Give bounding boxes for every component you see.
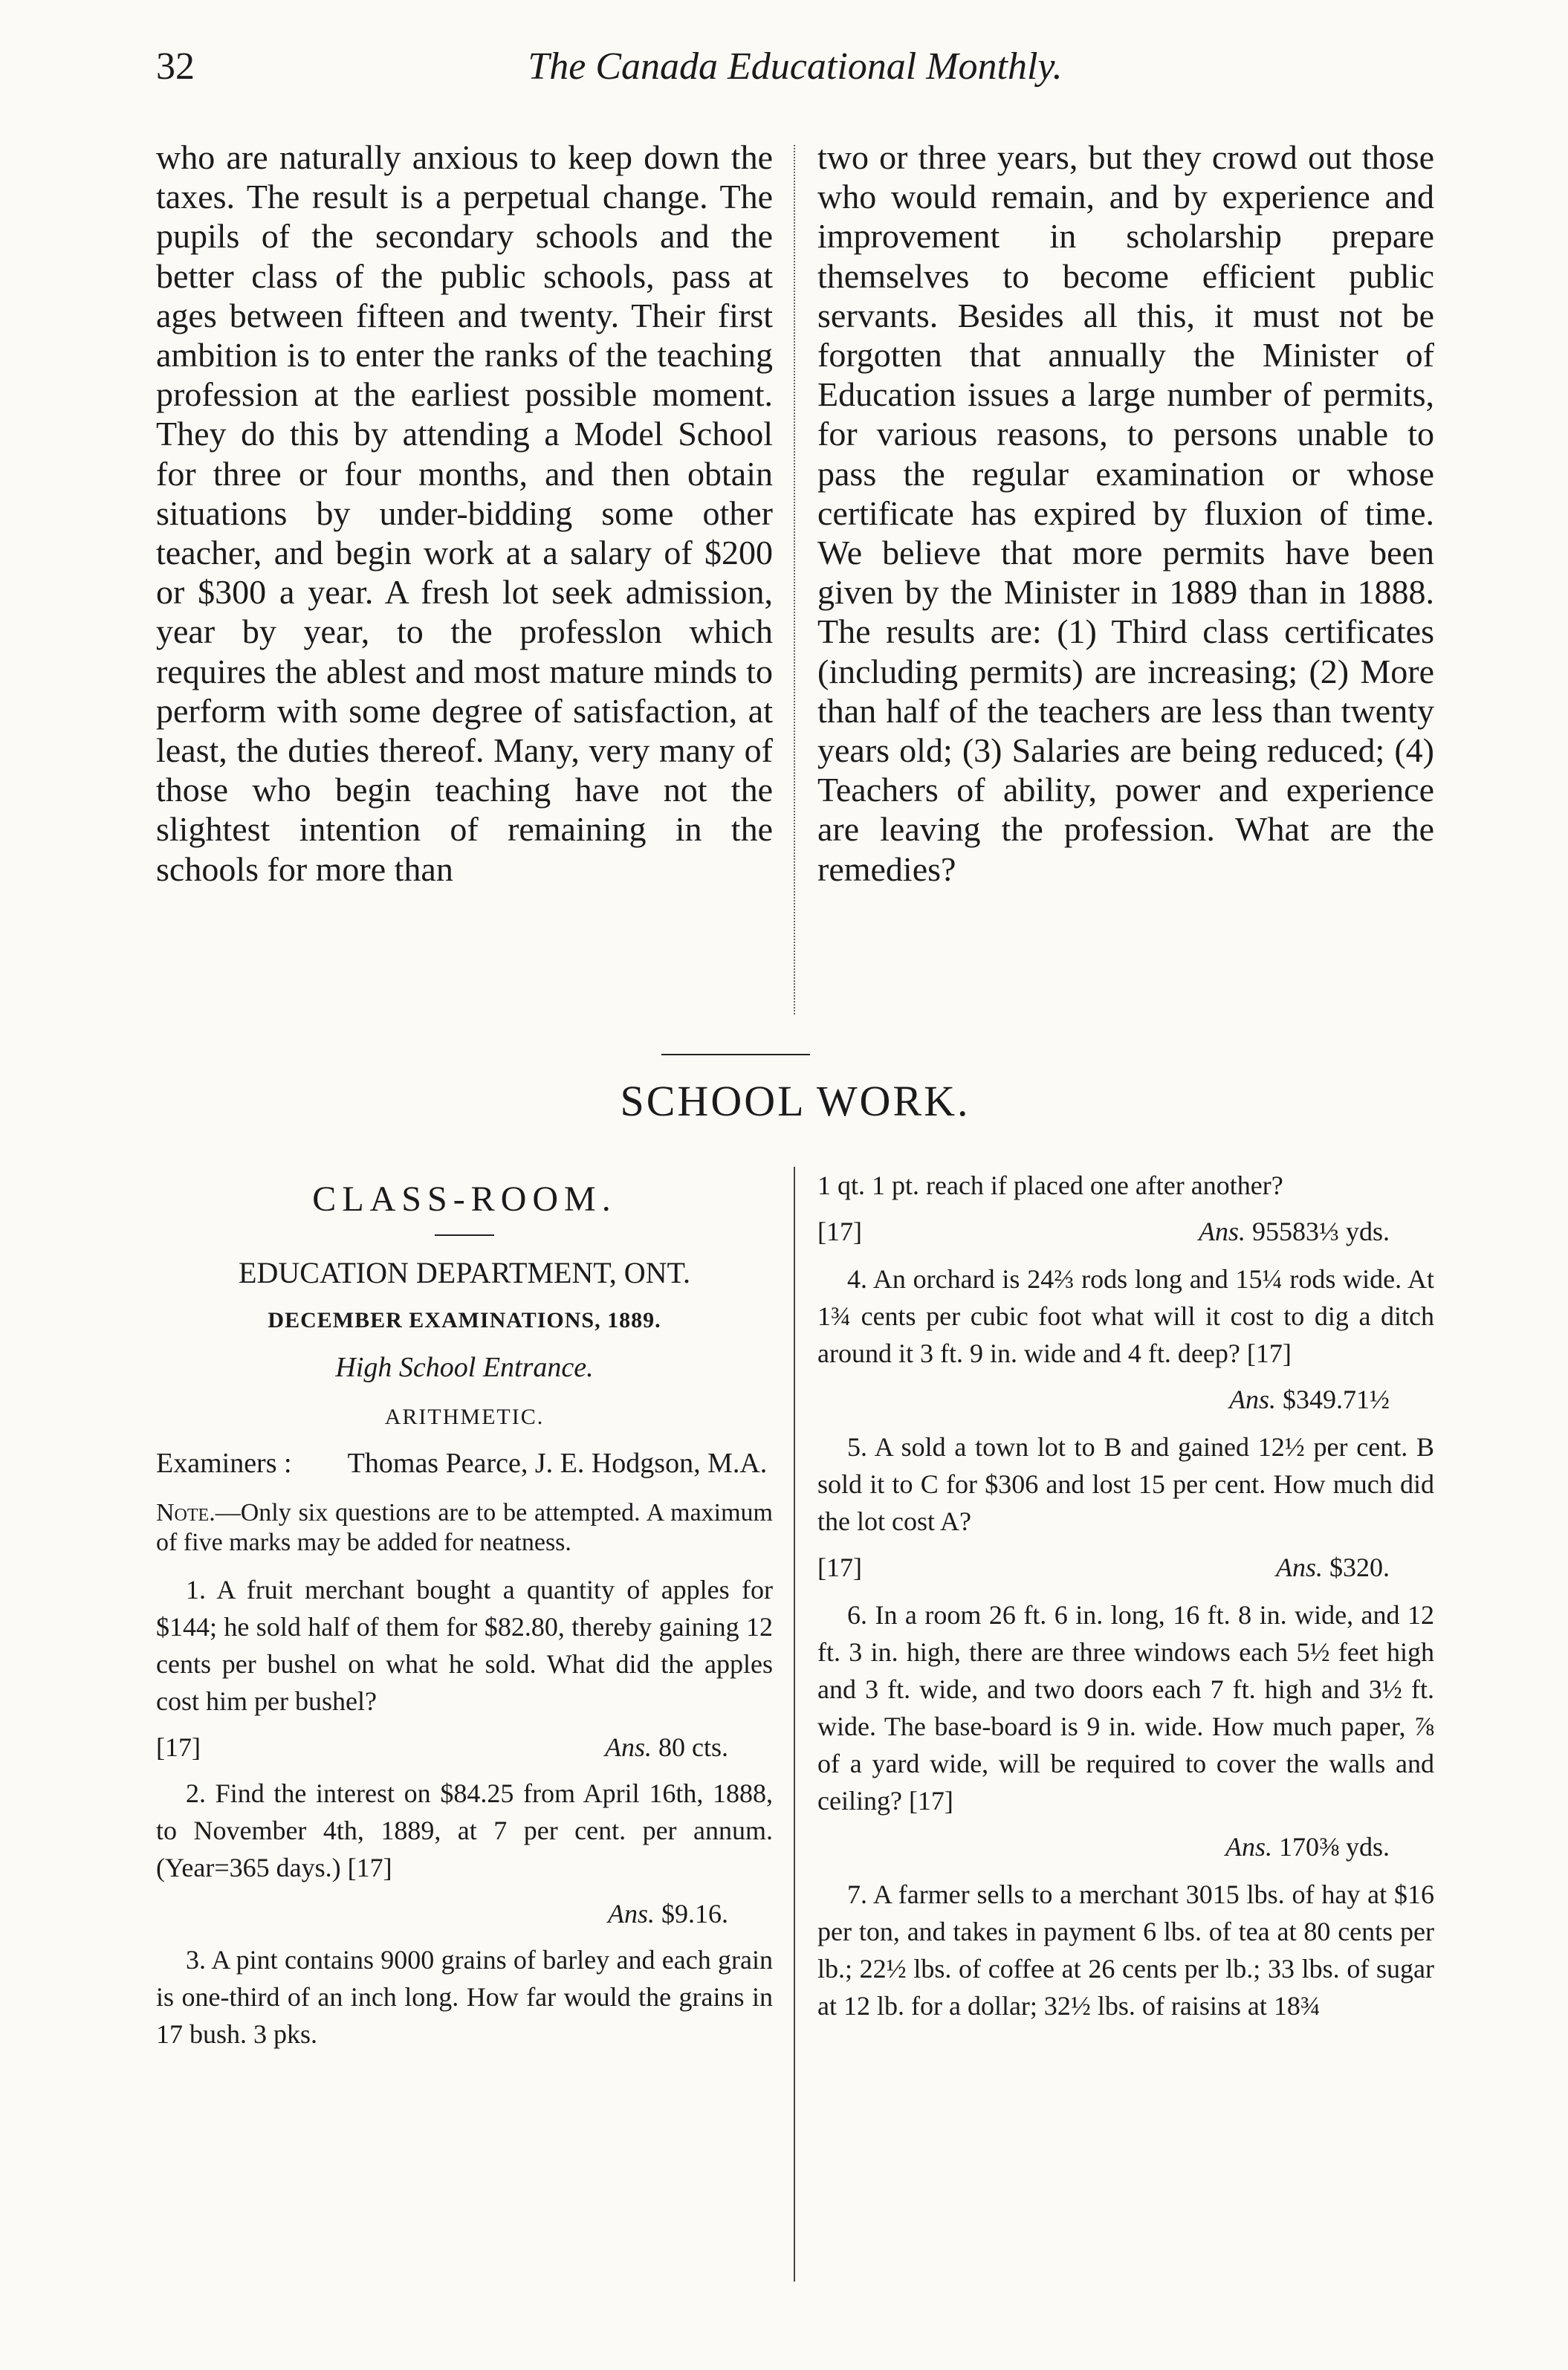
question-footer xyxy=(817,1549,1434,1586)
question-3 xyxy=(156,1941,773,2053)
answer xyxy=(1276,1549,1434,1586)
question-6 xyxy=(817,1596,1434,1865)
column-divider xyxy=(794,1167,795,2282)
question-text: 5. A sold a town lot to B and gained 12½ per cent. B sold it to C for $306 and lost 15 per cent. How much did the lot cost A? xyxy=(817,1432,1434,1536)
answer-value: 80 cts. xyxy=(658,1732,728,1762)
department-line: EDUCATION DEPARTMENT, ONT. xyxy=(239,1256,690,1289)
editorial-text-right: two or three years, but they crowd out those who would remain, and by experience and improvement in scholarship prepare themselves to become efficient public servants. Besides all this, it must not be forgotten that annually the Minister of Education issues a large number of permits, for various reasons, to persons unable to pass the regular examination or whose certificate has expired by fluxion of time. We believe that more permits have been given by the Minister in 1889 than in 1888. The results are: (1) Third class certificates (including permits) are increasing; (2) More than half of the teachers are less than twenty years old; (3) Salaries are being reduced; (4) Teachers of ability, power and experience are leaving the profession. What are the remedies? xyxy=(817,138,1434,888)
exam-line: DECEMBER EXAMINATIONS, 1889. xyxy=(268,1308,661,1333)
question-7 xyxy=(817,1876,1434,2024)
question-text: 3. A pint contains 9000 grains of barley and each grain is one-third of an inch long. How far would the grains in 17 bush. 3 pks. xyxy=(156,1945,773,2049)
question-marks: [17] xyxy=(156,1732,201,1762)
answer-label: Ans. xyxy=(1229,1385,1276,1414)
answer xyxy=(817,1828,1434,1865)
column-divider xyxy=(794,145,795,1014)
question-text: 4. An orchard is 24⅔ rods long and 15¼ rods wide. At 1¾ cents per cubic foot what will it cost to dig a ditch around it 3 ft. 9 in. wide and 4 ft. deep? [17] xyxy=(817,1264,1434,1368)
question-text: 1 qt. 1 pt. reach if placed one after another? xyxy=(817,1171,1283,1200)
answer-label: Ans. xyxy=(1198,1217,1245,1246)
question-marks: [17] xyxy=(817,1553,862,1582)
page-header xyxy=(156,45,1434,111)
editorial-section xyxy=(156,137,1434,1029)
note-text: —Only six questions are to be attempted. A maximum of five marks may be added for neatness. xyxy=(156,1499,773,1556)
answer-label: Ans. xyxy=(608,1899,655,1929)
answer xyxy=(156,1895,773,1932)
question-3-continued xyxy=(817,1167,1434,1250)
answer xyxy=(817,1381,1434,1418)
classroom-heading: CLASS-ROOM. xyxy=(312,1179,617,1219)
editorial-left-column xyxy=(156,137,773,889)
answer-label: Ans. xyxy=(1225,1832,1272,1862)
paper-title: ARITHMETIC. xyxy=(384,1405,545,1429)
answer xyxy=(1199,1213,1434,1250)
short-rule xyxy=(435,1234,494,1236)
section-rule xyxy=(661,1054,810,1055)
page-number: 32 xyxy=(156,45,195,88)
question-text: 7. A farmer sells to a merchant 3015 lbs. of hay at $16 per ton, and takes in payment 6 lbs. of tea at 80 cents per lb.; 22½ lbs. of coffee at 26 cents per lb.; 33 lbs. of sugar at 12 lb. for a dollar; 32½ lbs. of raisins at 18¾ xyxy=(817,1880,1434,2021)
answer-value: $349.71½ xyxy=(1283,1385,1390,1414)
question-text: 1. A fruit merchant bought a quantity of apples for $144; he sold half of them for $82.80, thereby gaining 12 cents per bushel on what he sold. What did the apples cost him per bushel? xyxy=(156,1575,773,1716)
classroom-left-column xyxy=(156,1167,773,2062)
note-label: Note. xyxy=(156,1499,216,1526)
answer-value: $9.16. xyxy=(661,1899,728,1929)
question-footer xyxy=(817,1213,1434,1250)
subject-line: High School Entrance. xyxy=(335,1352,594,1383)
question-5 xyxy=(817,1428,1434,1586)
answer-value: 95583⅓ yds. xyxy=(1251,1217,1390,1246)
note xyxy=(156,1498,773,1558)
classroom-right-column xyxy=(817,1167,1434,2033)
answer xyxy=(605,1729,773,1766)
running-title: The Canada Educational Monthly. xyxy=(528,45,1063,88)
section-heading: SCHOOL WORK. xyxy=(620,1077,971,1125)
answer-label: Ans. xyxy=(605,1732,652,1762)
examiners-label: Examiners : xyxy=(156,1448,292,1479)
question-4 xyxy=(817,1260,1434,1418)
school-work-section xyxy=(156,1167,1434,2282)
question-marks: [17] xyxy=(817,1217,862,1246)
examiners xyxy=(156,1446,773,1480)
question-text: 2. Find the interest on $84.25 from April 16th, 1888, to November 4th, 1889, at 7 per cent. per annum. (Year=365 days.) [17] xyxy=(156,1778,773,1882)
question-2 xyxy=(156,1775,773,1932)
question-text: 6. In a room 26 ft. 6 in. long, 16 ft. 8 in. wide, and 12 ft. 3 in. high, there are three windows each 5½ feet high and 3 ft. wide, and two doors each 7 ft. high and 3½ ft. wide. The base-board is 9 in. wide. How much paper, ⅞ of a yard wide, will be required to cover the walls and ceiling? [17] xyxy=(817,1600,1434,1816)
examiners-names: Thomas Pearce, J. E. Hodgson, M.A. xyxy=(347,1448,768,1479)
question-1 xyxy=(156,1571,773,1766)
answer-label: Ans. xyxy=(1276,1553,1323,1582)
answer-value: $320. xyxy=(1329,1553,1390,1582)
question-footer xyxy=(156,1729,773,1766)
editorial-text-left: who are naturally anxious to keep down the taxes. The result is a perpetual change. The pupils of the secondary schools and the better class of the public schools, pass at ages between fifteen and twenty. Their first ambition is to enter the ranks of the teaching profession at the earliest possible moment. They do this by attending a Model School for three or four months, and then obtain situations by under-bidding some other teacher, and begin work at a salary of $200 or $300 a year. A fresh lot seek admission, year by year, to the professlon which requires the ablest and most mature minds to perform with some degree of satisfaction, at least, the duties thereof. Many, very many of those who begin teaching have not the slightest intention of remaining in the schools for more than xyxy=(156,138,773,888)
editorial-right-column xyxy=(817,137,1434,889)
answer-value: 170⅜ yds. xyxy=(1278,1832,1390,1862)
